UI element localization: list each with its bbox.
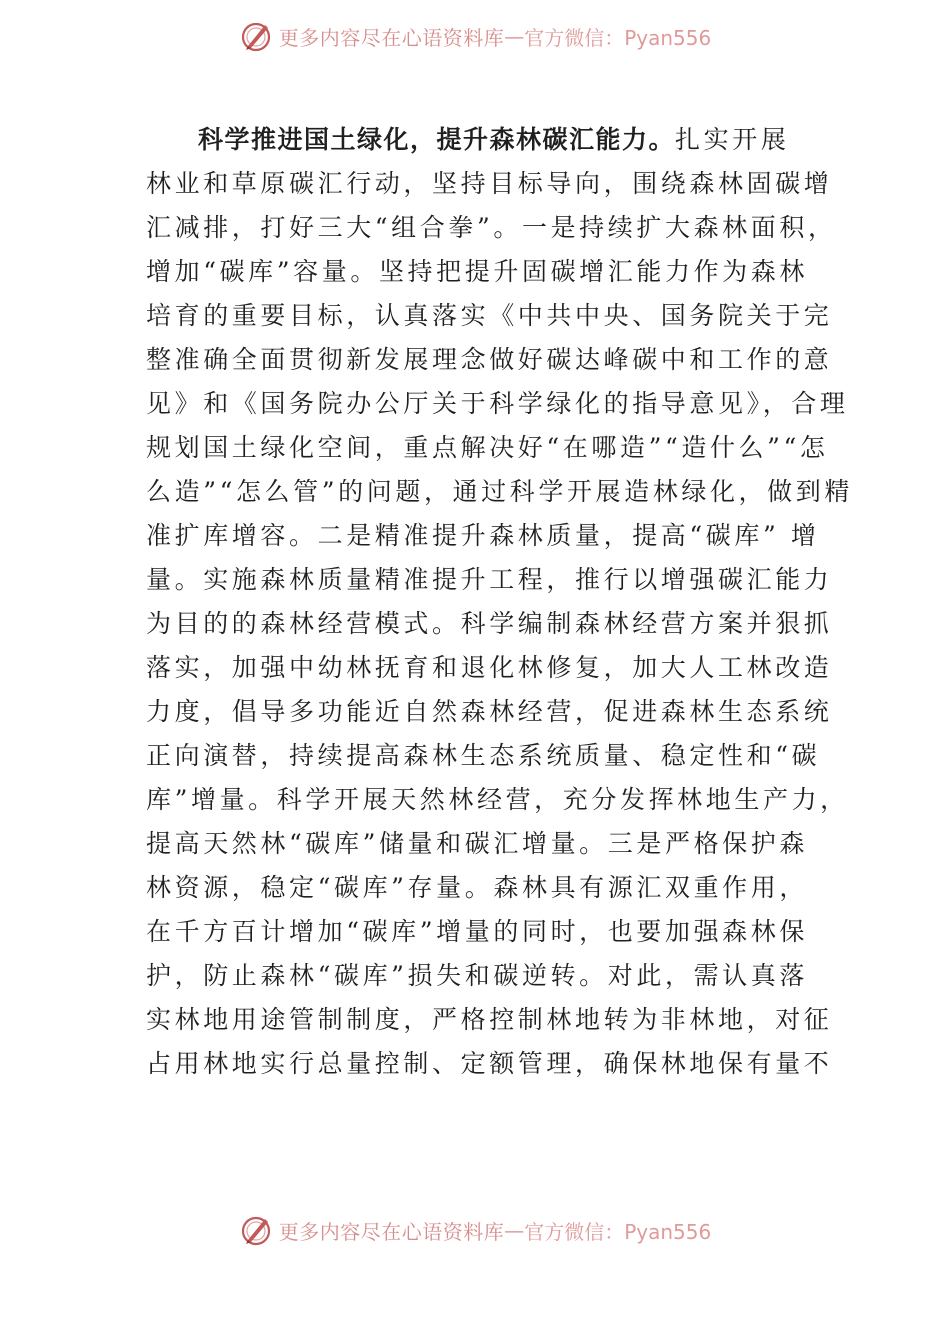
text-line: 提高天然林“碳库”储量和碳汇增量。三是严格保护森 (146, 829, 808, 858)
text-line: 护，防止森林“碳库”损失和碳逆转。对此，需认真落 (146, 961, 808, 990)
pen-logo-icon (239, 1213, 273, 1247)
watermark-contact: 官方微信：Pyan556 (524, 1219, 712, 1244)
header-watermark (0, 16, 950, 56)
watermark-site-name: 更多内容尽在心语资料库 (278, 1219, 505, 1244)
text-line: 整准确全面贯彻新发展理念做好碳达峰碳中和工作的意 (146, 345, 833, 374)
text-line: 实林地用途管制制度，严格控制林地转为非林地，对征 (146, 1005, 833, 1034)
text-line: 为目的的森林经营模式。科学编制森林经营方案并狠抓 (146, 609, 833, 638)
text-line: 正向演替，持续提高森林生态系统质量、稳定性和“碳 (146, 741, 821, 770)
text-line: 见》和《国务院办公厅关于科学绿化的指导意见》，合理 (146, 389, 849, 418)
text-line: 增加“碳库”容量。坚持把提升固碳增汇能力作为森林 (146, 257, 808, 286)
text-line: 占用林地实行总量控制、定额管理，确保林地保有量不 (146, 1049, 833, 1078)
text-line: 林业和草原碳汇行动，坚持目标导向，围绕森林固碳增 (146, 169, 833, 198)
text-line: 林资源，稳定“碳库”存量。森林具有源汇双重作用， (146, 873, 808, 902)
watermark-separator: — (504, 24, 525, 48)
watermark-site-name: 更多内容尽在心语资料库 (278, 25, 505, 50)
text-line: 规划国土绿化空间，重点解决好“在哪造”“造什么”“怎 (146, 433, 829, 462)
paragraph-heading: 科学推进国土绿化，提升森林碳汇能力。 (198, 125, 676, 154)
watermark-contact: 官方微信：Pyan556 (524, 25, 712, 50)
text-line: 汇减排，打好三大“组合拳”。一是持续扩大森林面积， (146, 213, 837, 242)
pen-logo-icon (239, 19, 273, 53)
text-line: 培育的重要目标，认真落实《中共中央、国务院关于完 (146, 301, 833, 330)
text-line: 落实，加强中幼林抚育和退化林修复，加大人工林改造 (146, 653, 833, 682)
text-line: 么造”“怎么管”的问题，通过科学开展造林绿化，做到精 (146, 477, 853, 506)
text-line: 力度，倡导多功能近自然森林经营，促进森林生态系统 (146, 697, 833, 726)
footer-watermark (0, 1210, 950, 1250)
text-line: 准扩库增容。二是精准提升森林质量，提高“碳库” 增 (146, 521, 820, 550)
text-line: 在千方百计增加“碳库”增量的同时，也要加强森林保 (146, 917, 808, 946)
article-body (146, 118, 853, 1086)
paragraph-first-line (146, 118, 816, 162)
text-line: 库”增量。科学开展天然林经营，充分发挥林地生产力， (146, 785, 849, 814)
watermark-separator: — (504, 1218, 525, 1242)
text-line: 量。实施森林质量精准提升工程，推行以增强碳汇能力 (146, 565, 833, 594)
text-line: 扎实开展 (675, 125, 790, 154)
